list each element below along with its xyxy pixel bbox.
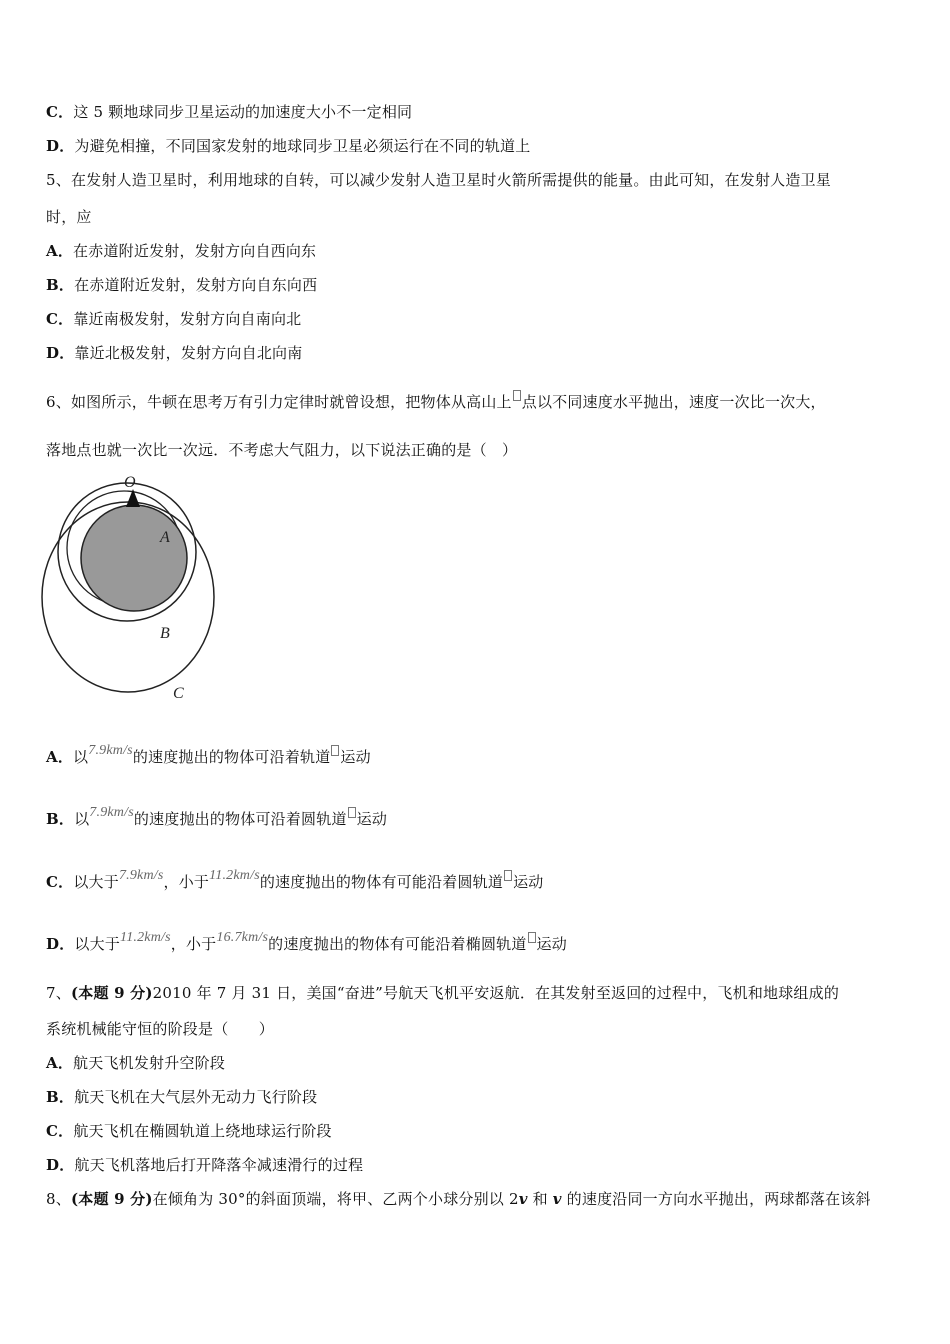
speed-value: 7.9km/s	[89, 805, 134, 820]
label-o: O	[124, 474, 136, 491]
q4-option-c	[46, 102, 412, 122]
velocity-symbol: v	[518, 1190, 528, 1208]
option-text: 航天飞机发射升空阶段	[73, 1054, 226, 1072]
speed-value: 16.7km/s	[216, 930, 269, 945]
q7-option-b	[46, 1087, 317, 1107]
q6-option-a	[46, 745, 371, 769]
option-label: C．	[46, 103, 74, 121]
stem-text: 在倾角为 30°的斜面顶端，将甲、乙两个小球分别以 2	[152, 1190, 519, 1208]
q5-option-d	[46, 343, 302, 363]
q6-option-c	[46, 870, 543, 894]
option-text: 的速度抛出的物体可沿着轨道	[132, 748, 331, 766]
option-text: 运动	[536, 935, 567, 953]
option-text: 为避免相撞，不同国家发射的地球同步卫星必须运行在不同的轨道上	[74, 137, 531, 155]
option-text: 的速度抛出的物体有可能沿着椭圆轨道	[268, 935, 527, 953]
option-text: 的速度抛出的物体可沿着圆轨道	[133, 810, 347, 828]
q7-stem-line1	[46, 983, 839, 1003]
option-text: 航天飞机在椭圆轨道上绕地球运行阶段	[73, 1122, 332, 1140]
missing-glyph-icon	[331, 745, 339, 756]
option-label: B．	[46, 1088, 75, 1106]
option-label: A．	[46, 242, 74, 260]
label-c: C	[173, 685, 184, 702]
stem-text: 6、如图所示，牛顿在思考万有引力定律时就曾设想，把物体从高山上	[46, 393, 512, 411]
label-a: A	[160, 529, 170, 546]
label-b: B	[160, 625, 170, 642]
stem-text: 点以不同速度水平抛出，速度一次比一次大，	[521, 393, 826, 411]
q7-option-a	[46, 1053, 225, 1073]
question-score: (本题 9 分)	[70, 1190, 153, 1208]
option-text: 运动	[340, 748, 371, 766]
option-label: D．	[46, 1156, 75, 1174]
option-label: A．	[46, 1054, 74, 1072]
missing-glyph-icon	[528, 932, 536, 943]
option-text: 以大于	[74, 935, 121, 953]
q6-option-d	[46, 932, 567, 956]
question-score: (本题 9 分)	[70, 984, 153, 1002]
q7-option-d	[46, 1155, 363, 1175]
q6-stem-line1	[46, 390, 826, 412]
option-label: B．	[46, 276, 75, 294]
q5-stem-line2: 时，应	[46, 208, 92, 226]
option-text: 的速度抛出的物体有可能沿着圆轨道	[259, 873, 504, 891]
missing-glyph-icon	[504, 870, 512, 881]
option-label: A．	[46, 748, 74, 766]
option-text: 在赤道附近发射，发射方向自西向东	[73, 242, 317, 260]
option-text: 靠近南极发射，发射方向自南向北	[73, 310, 302, 328]
option-text: 运动	[356, 810, 388, 828]
option-text: ，小于	[170, 935, 217, 953]
q7-stem-line2: 系统机械能守恒的阶段是（ ）	[46, 1020, 275, 1038]
option-text: 以	[73, 748, 89, 766]
q7-option-c	[46, 1121, 332, 1141]
option-text: 靠近北极发射，发射方向自北向南	[74, 344, 303, 362]
option-text: 以	[74, 810, 90, 828]
question-number: 8、	[46, 1190, 71, 1208]
q6-option-b	[46, 807, 387, 831]
q8-stem-line1	[46, 1189, 871, 1209]
option-label: D．	[46, 935, 75, 953]
option-text: 在赤道附近发射，发射方向自东向西	[74, 276, 318, 294]
q5-option-a	[46, 241, 316, 261]
q6-stem-line2: 落地点也就一次比一次远．不考虑大气阻力，以下说法正确的是（ ）	[46, 441, 518, 459]
speed-value: 7.9km/s	[88, 743, 133, 758]
velocity-symbol: v	[552, 1190, 562, 1208]
option-label: D．	[46, 344, 75, 362]
option-text: 运动	[513, 873, 544, 891]
speed-value: 11.2km/s	[209, 868, 260, 883]
option-label: B．	[46, 810, 75, 828]
option-text: 航天飞机在大气层外无动力飞行阶段	[74, 1088, 318, 1106]
speed-value: 11.2km/s	[120, 930, 171, 945]
option-text: ，小于	[163, 873, 210, 891]
q4-option-d	[46, 136, 530, 156]
missing-glyph-icon	[348, 807, 356, 818]
q5-stem-line1: 5、在发射人造卫星时，利用地球的自转，可以减少发射人造卫星时火箭所需提供的能量。由此可知，在发射人造卫星	[46, 171, 831, 189]
question-number: 7、	[46, 984, 71, 1002]
option-label: D．	[46, 137, 75, 155]
option-label: C．	[46, 873, 74, 891]
q5-option-c	[46, 309, 301, 329]
speed-value: 7.9km/s	[118, 868, 164, 883]
q5-option-b	[46, 275, 317, 295]
option-text: 航天飞机落地后打开降落伞减速滑行的过程	[74, 1156, 364, 1174]
option-text: 以大于	[73, 873, 119, 891]
stem-text: 和	[527, 1190, 553, 1208]
option-text: 这 5 颗地球同步卫星运动的加速度大小不一定相同	[73, 103, 413, 121]
earth	[81, 505, 187, 611]
orbit-diagram	[40, 472, 230, 712]
missing-glyph-icon	[513, 390, 521, 401]
stem-text: 的速度沿同一方向水平抛出，两球都落在该斜	[561, 1190, 871, 1208]
option-label: C．	[46, 310, 74, 328]
stem-text: 2010 年 7 月 31 日，美国“奋进”号航天飞机平安返航．在其发射至返回的过程中，飞机和地球组成的	[152, 984, 840, 1002]
option-label: C．	[46, 1122, 74, 1140]
